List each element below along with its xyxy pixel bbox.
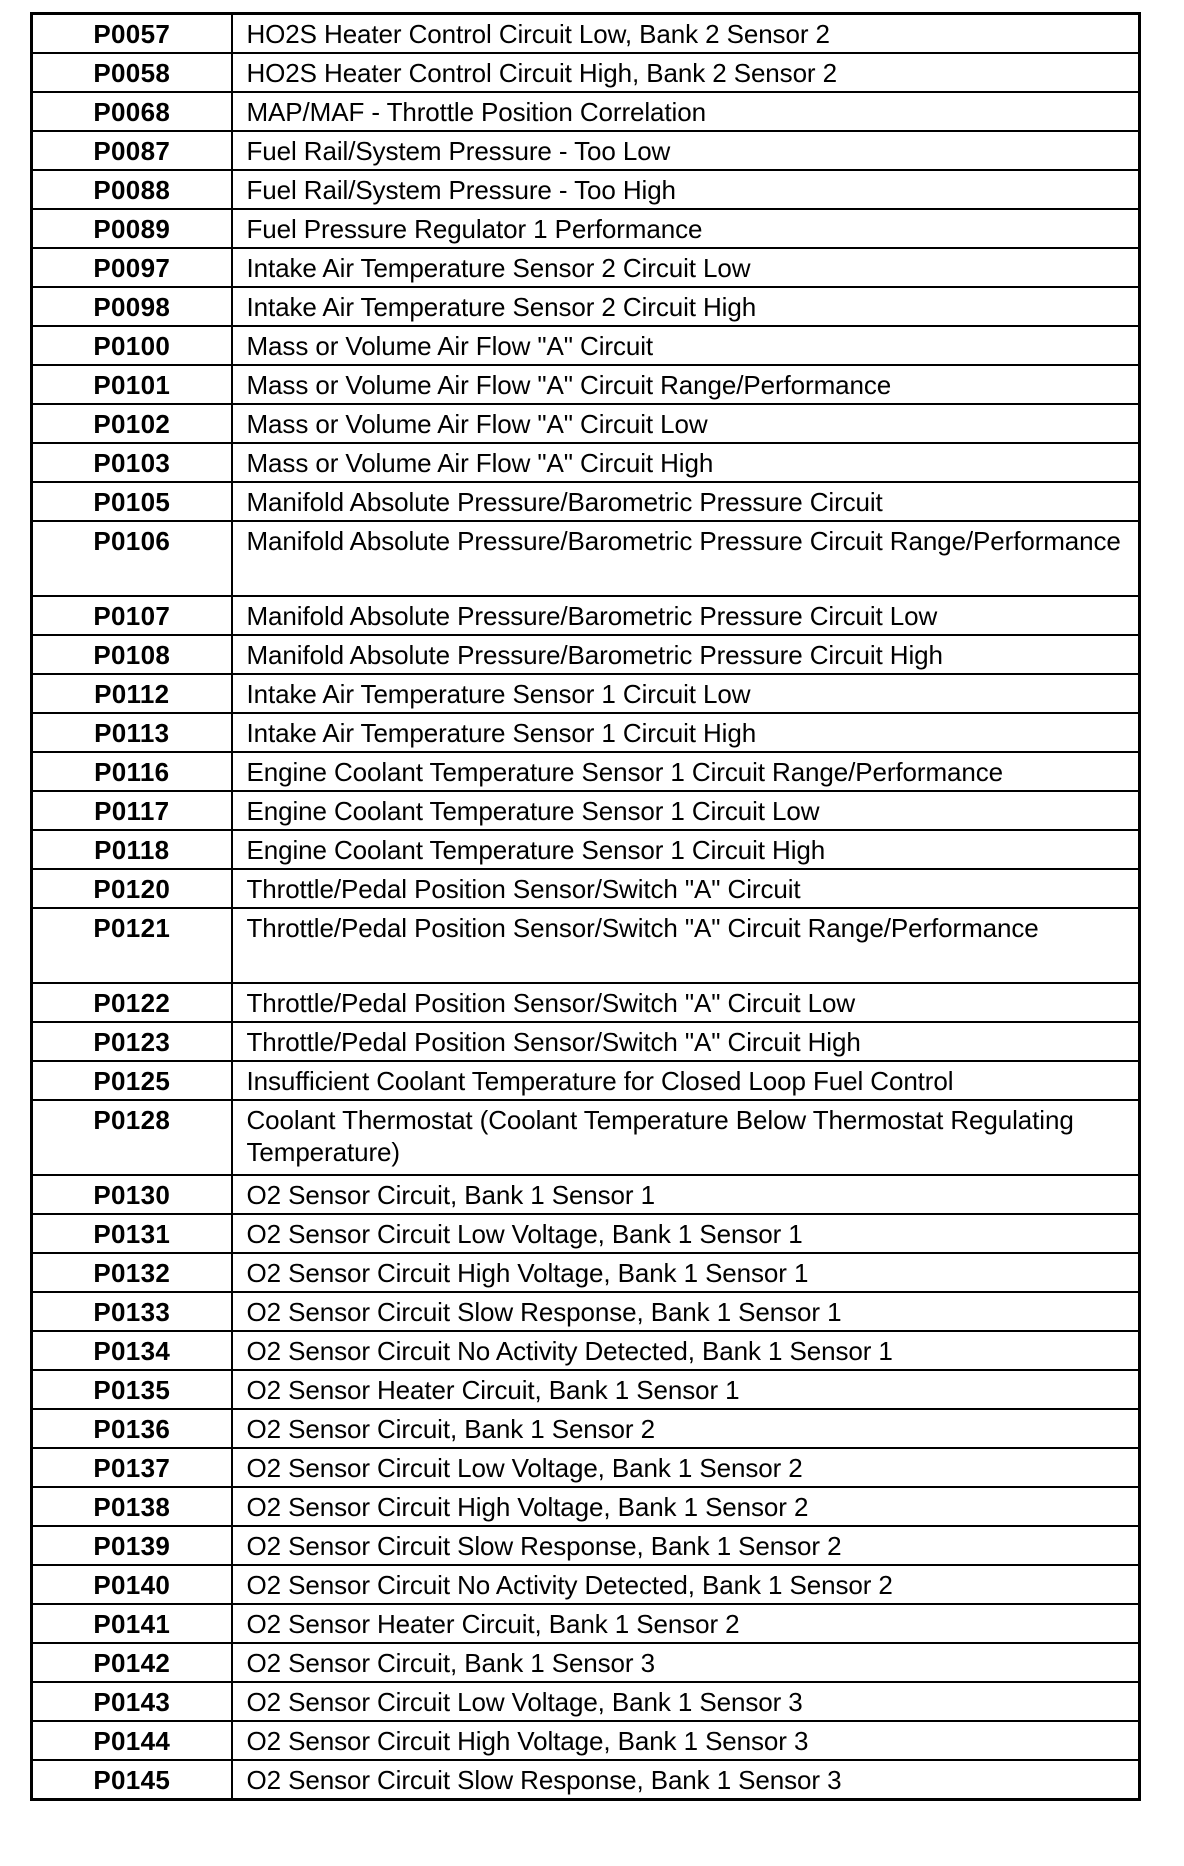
table-row xyxy=(32,674,1140,713)
table-row xyxy=(32,1760,1140,1800)
dtc-code-cell: P0057 xyxy=(32,14,232,54)
dtc-code-cell: P0144 xyxy=(32,1721,232,1760)
table-row xyxy=(32,482,1140,521)
dtc-code-cell: P0131 xyxy=(32,1214,232,1253)
dtc-description-cell: Mass or Volume Air Flow "A" Circuit High xyxy=(232,443,1140,482)
dtc-code-cell: P0107 xyxy=(32,596,232,635)
dtc-description-cell: O2 Sensor Heater Circuit, Bank 1 Sensor 2 xyxy=(232,1604,1140,1643)
dtc-code-cell: P0102 xyxy=(32,404,232,443)
dtc-description-cell: O2 Sensor Circuit High Voltage, Bank 1 Sensor 1 xyxy=(232,1253,1140,1292)
dtc-code-cell: P0068 xyxy=(32,92,232,131)
table-row xyxy=(32,1100,1140,1175)
table-row xyxy=(32,209,1140,248)
table-row xyxy=(32,404,1140,443)
dtc-description-cell: Insufficient Coolant Temperature for Closed Loop Fuel Control xyxy=(232,1061,1140,1100)
dtc-code-cell: P0098 xyxy=(32,287,232,326)
dtc-description-cell: Fuel Pressure Regulator 1 Performance xyxy=(232,209,1140,248)
dtc-description-cell: O2 Sensor Heater Circuit, Bank 1 Sensor 1 xyxy=(232,1370,1140,1409)
dtc-description-cell: Throttle/Pedal Position Sensor/Switch "A" Circuit High xyxy=(232,1022,1140,1061)
dtc-description-cell: Manifold Absolute Pressure/Barometric Pressure Circuit Range/Performance xyxy=(232,521,1140,596)
dtc-description-cell: Manifold Absolute Pressure/Barometric Pressure Circuit Low xyxy=(232,596,1140,635)
dtc-code-cell: P0103 xyxy=(32,443,232,482)
dtc-code-cell: P0112 xyxy=(32,674,232,713)
dtc-description-cell: O2 Sensor Circuit Slow Response, Bank 1 Sensor 2 xyxy=(232,1526,1140,1565)
table-row xyxy=(32,908,1140,983)
table-row xyxy=(32,752,1140,791)
dtc-description-cell: O2 Sensor Circuit Low Voltage, Bank 1 Sensor 1 xyxy=(232,1214,1140,1253)
dtc-description-cell: Engine Coolant Temperature Sensor 1 Circuit Low xyxy=(232,791,1140,830)
dtc-description-cell: Intake Air Temperature Sensor 1 Circuit High xyxy=(232,713,1140,752)
dtc-code-cell: P0101 xyxy=(32,365,232,404)
table-row xyxy=(32,791,1140,830)
dtc-description-cell: Throttle/Pedal Position Sensor/Switch "A" Circuit Range/Performance xyxy=(232,908,1140,983)
dtc-description-cell: Fuel Rail/System Pressure - Too High xyxy=(232,170,1140,209)
dtc-code-cell: P0135 xyxy=(32,1370,232,1409)
dtc-code-cell: P0133 xyxy=(32,1292,232,1331)
dtc-code-cell: P0118 xyxy=(32,830,232,869)
table-row xyxy=(32,1370,1140,1409)
table-row xyxy=(32,1643,1140,1682)
dtc-code-cell: P0140 xyxy=(32,1565,232,1604)
table-row xyxy=(32,596,1140,635)
table-row xyxy=(32,53,1140,92)
dtc-description-cell: O2 Sensor Circuit No Activity Detected, Bank 1 Sensor 1 xyxy=(232,1331,1140,1370)
dtc-description-cell: O2 Sensor Circuit Low Voltage, Bank 1 Sensor 2 xyxy=(232,1448,1140,1487)
dtc-description-cell: Intake Air Temperature Sensor 2 Circuit Low xyxy=(232,248,1140,287)
table-row xyxy=(32,1448,1140,1487)
dtc-description-cell: Engine Coolant Temperature Sensor 1 Circuit Range/Performance xyxy=(232,752,1140,791)
dtc-description-cell: O2 Sensor Circuit, Bank 1 Sensor 1 xyxy=(232,1175,1140,1214)
dtc-code-cell: P0137 xyxy=(32,1448,232,1487)
dtc-code-cell: P0097 xyxy=(32,248,232,287)
dtc-code-cell: P0113 xyxy=(32,713,232,752)
dtc-code-cell: P0121 xyxy=(32,908,232,983)
table-row xyxy=(32,713,1140,752)
table-row xyxy=(32,1022,1140,1061)
dtc-code-cell: P0087 xyxy=(32,131,232,170)
table-row xyxy=(32,1331,1140,1370)
dtc-code-cell: P0117 xyxy=(32,791,232,830)
table-row xyxy=(32,830,1140,869)
dtc-code-cell: P0122 xyxy=(32,983,232,1022)
dtc-code-cell: P0142 xyxy=(32,1643,232,1682)
dtc-code-cell: P0120 xyxy=(32,869,232,908)
table-row xyxy=(32,1253,1140,1292)
dtc-description-cell: O2 Sensor Circuit, Bank 1 Sensor 3 xyxy=(232,1643,1140,1682)
dtc-description-cell: Manifold Absolute Pressure/Barometric Pressure Circuit xyxy=(232,482,1140,521)
table-row xyxy=(32,1292,1140,1331)
dtc-code-cell: P0116 xyxy=(32,752,232,791)
dtc-code-cell: P0136 xyxy=(32,1409,232,1448)
dtc-code-cell: P0143 xyxy=(32,1682,232,1721)
table-row xyxy=(32,131,1140,170)
dtc-code-table xyxy=(30,12,1141,1801)
table-row xyxy=(32,443,1140,482)
dtc-description-cell: Throttle/Pedal Position Sensor/Switch "A" Circuit xyxy=(232,869,1140,908)
dtc-table-body xyxy=(32,14,1140,1800)
dtc-description-cell: Intake Air Temperature Sensor 2 Circuit High xyxy=(232,287,1140,326)
table-row xyxy=(32,1526,1140,1565)
table-row xyxy=(32,248,1140,287)
table-row xyxy=(32,1409,1140,1448)
dtc-code-cell: P0128 xyxy=(32,1100,232,1175)
dtc-code-cell: P0130 xyxy=(32,1175,232,1214)
table-row xyxy=(32,521,1140,596)
table-row xyxy=(32,1175,1140,1214)
dtc-description-cell: O2 Sensor Circuit Low Voltage, Bank 1 Sensor 3 xyxy=(232,1682,1140,1721)
table-row xyxy=(32,326,1140,365)
dtc-description-cell: Fuel Rail/System Pressure - Too Low xyxy=(232,131,1140,170)
table-row xyxy=(32,365,1140,404)
table-row xyxy=(32,983,1140,1022)
table-row xyxy=(32,1565,1140,1604)
dtc-description-cell: O2 Sensor Circuit High Voltage, Bank 1 Sensor 3 xyxy=(232,1721,1140,1760)
dtc-code-cell: P0134 xyxy=(32,1331,232,1370)
table-row xyxy=(32,92,1140,131)
dtc-description-cell: O2 Sensor Circuit, Bank 1 Sensor 2 xyxy=(232,1409,1140,1448)
dtc-description-cell: Mass or Volume Air Flow "A" Circuit Range/Performance xyxy=(232,365,1140,404)
dtc-description-cell: Throttle/Pedal Position Sensor/Switch "A" Circuit Low xyxy=(232,983,1140,1022)
dtc-code-cell: P0138 xyxy=(32,1487,232,1526)
dtc-description-cell: Engine Coolant Temperature Sensor 1 Circuit High xyxy=(232,830,1140,869)
dtc-description-cell: Intake Air Temperature Sensor 1 Circuit Low xyxy=(232,674,1140,713)
table-row xyxy=(32,1061,1140,1100)
dtc-description-cell: HO2S Heater Control Circuit Low, Bank 2 Sensor 2 xyxy=(232,14,1140,54)
dtc-description-cell: HO2S Heater Control Circuit High, Bank 2 Sensor 2 xyxy=(232,53,1140,92)
table-row xyxy=(32,1682,1140,1721)
dtc-description-cell: Mass or Volume Air Flow "A" Circuit xyxy=(232,326,1140,365)
dtc-description-cell: O2 Sensor Circuit High Voltage, Bank 1 Sensor 2 xyxy=(232,1487,1140,1526)
dtc-code-cell: P0089 xyxy=(32,209,232,248)
dtc-description-cell: Coolant Thermostat (Coolant Temperature Below Thermostat Regulating Temperature) xyxy=(232,1100,1140,1175)
dtc-code-cell: P0100 xyxy=(32,326,232,365)
table-row xyxy=(32,869,1140,908)
dtc-code-cell: P0139 xyxy=(32,1526,232,1565)
dtc-code-cell: P0106 xyxy=(32,521,232,596)
dtc-code-cell: P0125 xyxy=(32,1061,232,1100)
table-row xyxy=(32,1487,1140,1526)
dtc-code-cell: P0088 xyxy=(32,170,232,209)
dtc-description-cell: O2 Sensor Circuit No Activity Detected, Bank 1 Sensor 2 xyxy=(232,1565,1140,1604)
table-row xyxy=(32,14,1140,54)
dtc-description-cell: Mass or Volume Air Flow "A" Circuit Low xyxy=(232,404,1140,443)
table-row xyxy=(32,1721,1140,1760)
dtc-code-cell: P0141 xyxy=(32,1604,232,1643)
table-row xyxy=(32,635,1140,674)
table-row xyxy=(32,1214,1140,1253)
dtc-code-cell: P0132 xyxy=(32,1253,232,1292)
dtc-code-cell: P0105 xyxy=(32,482,232,521)
dtc-description-cell: O2 Sensor Circuit Slow Response, Bank 1 Sensor 3 xyxy=(232,1760,1140,1800)
dtc-code-cell: P0058 xyxy=(32,53,232,92)
dtc-description-cell: MAP/MAF - Throttle Position Correlation xyxy=(232,92,1140,131)
dtc-description-cell: Manifold Absolute Pressure/Barometric Pressure Circuit High xyxy=(232,635,1140,674)
table-row xyxy=(32,170,1140,209)
dtc-code-cell: P0123 xyxy=(32,1022,232,1061)
table-row xyxy=(32,287,1140,326)
dtc-description-cell: O2 Sensor Circuit Slow Response, Bank 1 Sensor 1 xyxy=(232,1292,1140,1331)
dtc-code-cell: P0108 xyxy=(32,635,232,674)
table-row xyxy=(32,1604,1140,1643)
dtc-code-cell: P0145 xyxy=(32,1760,232,1800)
